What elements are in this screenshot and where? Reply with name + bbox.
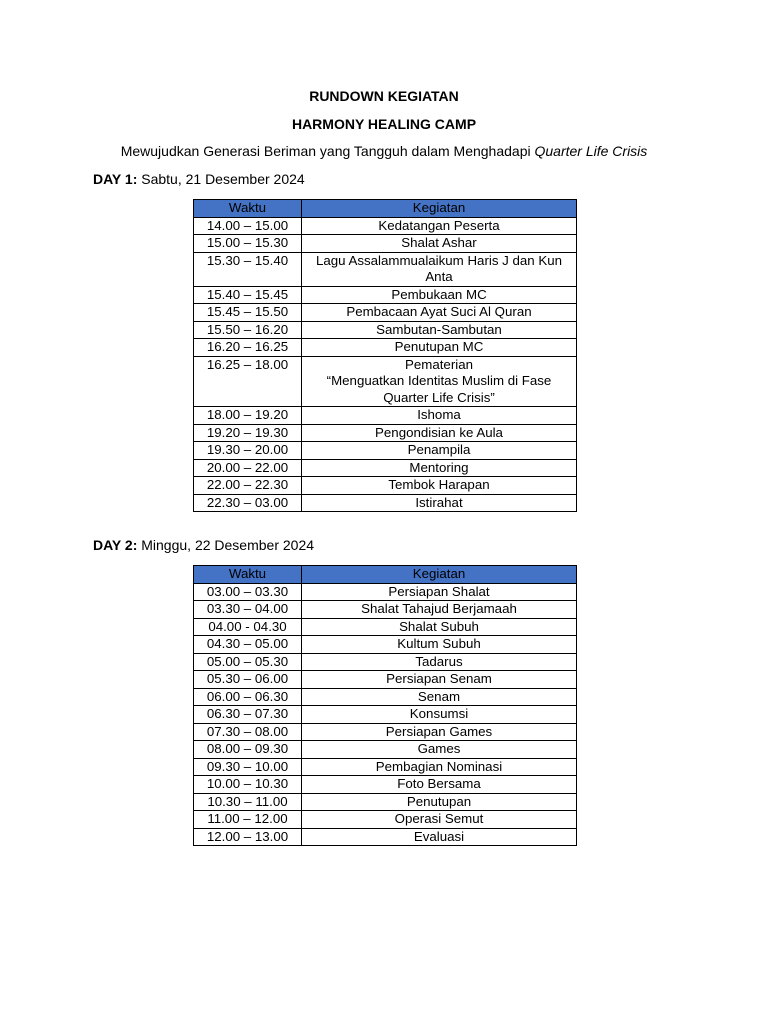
column-header-waktu: Waktu <box>194 566 302 584</box>
event-tagline <box>0 142 768 160</box>
time-cell: 12.00 – 13.00 <box>194 828 302 846</box>
activity-cell <box>302 793 577 811</box>
time-cell: 15.40 – 15.45 <box>194 286 302 304</box>
time-cell: 08.00 – 09.30 <box>194 741 302 759</box>
activity-text: Anta <box>425 269 453 284</box>
day2-date: Minggu, 22 Desember 2024 <box>137 537 315 553</box>
activity-text: “Menguatkan Identitas Muslim di Fase <box>326 373 552 388</box>
activity-text: Konsumsi <box>409 706 469 721</box>
activity-text: Shalat Tahajud Berjamaah <box>361 601 517 616</box>
day1-schedule-table <box>193 199 577 512</box>
table-row <box>194 671 577 689</box>
activity-text: Evaluasi <box>413 828 465 844</box>
table-row <box>194 494 577 512</box>
activity-cell <box>302 618 577 636</box>
tagline-text: Mewujudkan Generasi Beriman yang Tangguh dalam Menghadapi <box>120 143 535 159</box>
day1-heading <box>93 170 305 188</box>
table-row <box>194 217 577 235</box>
activity-text: Foto Bersama <box>397 776 481 791</box>
table-row <box>194 653 577 671</box>
activity-cell <box>302 339 577 357</box>
time-cell: 18.00 – 19.20 <box>194 407 302 425</box>
time-cell: 15.30 – 15.40 <box>194 252 302 286</box>
time-cell: 10.00 – 10.30 <box>194 776 302 794</box>
time-cell: 06.00 – 06.30 <box>194 688 302 706</box>
activity-cell <box>302 235 577 253</box>
table-row <box>194 688 577 706</box>
activity-cell <box>302 252 577 286</box>
activity-cell <box>302 688 577 706</box>
activity-cell <box>302 811 577 829</box>
table-row <box>194 477 577 495</box>
day1-date: Sabtu, 21 Desember 2024 <box>137 171 305 187</box>
activity-text: Pembagian Nominasi <box>375 758 503 774</box>
activity-cell <box>302 286 577 304</box>
activity-text: Persiapan Senam <box>386 671 492 686</box>
document-title: RUNDOWN KEGIATAN <box>309 88 459 104</box>
time-cell: 05.30 – 06.00 <box>194 671 302 689</box>
activity-cell <box>302 407 577 425</box>
table-row <box>194 339 577 357</box>
table-header-row <box>194 566 577 584</box>
time-cell: 07.30 – 08.00 <box>194 723 302 741</box>
table-row <box>194 286 577 304</box>
activity-cell <box>302 424 577 442</box>
column-header-waktu: Waktu <box>194 200 302 218</box>
time-cell: 20.00 – 22.00 <box>194 459 302 477</box>
activity-text: Lagu Assalammualaikum Haris J dan Kun <box>315 252 563 268</box>
activity-cell <box>302 671 577 689</box>
activity-cell <box>302 321 577 339</box>
table-row <box>194 811 577 829</box>
activity-text: Persiapan Games <box>385 723 493 739</box>
time-cell: 16.20 – 16.25 <box>194 339 302 357</box>
activity-text: Ishoma <box>417 407 461 422</box>
activity-cell <box>302 706 577 724</box>
activity-cell <box>302 776 577 794</box>
activity-cell <box>302 583 577 601</box>
activity-text: Penutupan <box>406 793 472 809</box>
time-cell: 16.25 – 18.00 <box>194 356 302 407</box>
activity-text: Penampila <box>407 442 471 457</box>
table-row <box>194 758 577 776</box>
activity-text: Istirahat <box>415 494 463 510</box>
time-cell: 15.50 – 16.20 <box>194 321 302 339</box>
time-cell: 04.00 - 04.30 <box>194 618 302 636</box>
day1-label: DAY 1: <box>93 171 138 187</box>
time-cell: 09.30 – 10.00 <box>194 758 302 776</box>
table-row <box>194 356 577 407</box>
table-row <box>194 828 577 846</box>
time-cell: 06.30 – 07.30 <box>194 706 302 724</box>
time-cell: 15.00 – 15.30 <box>194 235 302 253</box>
activity-text: Sambutan-Sambutan <box>376 321 502 337</box>
activity-text: Shalat Ashar <box>401 235 477 250</box>
time-cell: 11.00 – 12.00 <box>194 811 302 829</box>
day2-heading <box>93 536 314 554</box>
table-row <box>194 618 577 636</box>
table-header-row <box>194 200 577 218</box>
table-row <box>194 706 577 724</box>
activity-cell <box>302 601 577 619</box>
activity-text: Shalat Subuh <box>399 618 479 634</box>
activity-text: Kultum Subuh <box>397 636 481 651</box>
time-cell: 03.00 – 03.30 <box>194 583 302 601</box>
event-name: HARMONY HEALING CAMP <box>291 116 477 132</box>
table-row <box>194 407 577 425</box>
activity-text: Kedatangan Peserta <box>378 217 500 233</box>
activity-cell <box>302 442 577 460</box>
activity-text: Penutupan MC <box>394 339 484 354</box>
activity-text: Pembacaan Ayat Suci Al Quran <box>346 304 532 319</box>
activity-cell <box>302 477 577 495</box>
table-row <box>194 583 577 601</box>
activity-text: Pengondisian ke Aula <box>375 424 503 440</box>
activity-text: Games <box>417 741 461 756</box>
table-row <box>194 776 577 794</box>
table-row <box>194 235 577 253</box>
day2-label: DAY 2: <box>93 537 138 553</box>
time-cell: 04.30 – 05.00 <box>194 636 302 654</box>
activity-cell <box>302 217 577 235</box>
activity-text: Senam <box>417 688 461 704</box>
table-row <box>194 723 577 741</box>
activity-text: Persiapan Shalat <box>388 583 490 599</box>
column-header-kegiatan: Kegiatan <box>302 200 577 218</box>
table-row <box>194 601 577 619</box>
activity-text: Pembukaan MC <box>391 286 487 302</box>
time-cell: 22.00 – 22.30 <box>194 477 302 495</box>
time-cell: 22.30 – 03.00 <box>194 494 302 512</box>
time-cell: 05.00 – 05.30 <box>194 653 302 671</box>
time-cell: 15.45 – 15.50 <box>194 304 302 322</box>
activity-text: Quarter Life Crisis” <box>383 389 495 405</box>
table-row <box>194 741 577 759</box>
activity-text: Tadarus <box>415 653 463 669</box>
table-row <box>194 636 577 654</box>
time-cell: 19.30 – 20.00 <box>194 442 302 460</box>
column-header-kegiatan: Kegiatan <box>302 566 577 584</box>
activity-cell <box>302 356 577 407</box>
time-cell: 03.30 – 04.00 <box>194 601 302 619</box>
table-row <box>194 424 577 442</box>
activity-cell <box>302 723 577 741</box>
activity-cell <box>302 494 577 512</box>
table-row <box>194 442 577 460</box>
table-row <box>194 304 577 322</box>
activity-cell <box>302 741 577 759</box>
time-cell: 10.30 – 11.00 <box>194 793 302 811</box>
activity-text: Pematerian <box>405 356 473 372</box>
activity-cell <box>302 828 577 846</box>
table-row <box>194 321 577 339</box>
activity-cell <box>302 758 577 776</box>
activity-cell <box>302 653 577 671</box>
activity-text: Tembok Harapan <box>388 477 490 492</box>
table-row <box>194 793 577 811</box>
table-row <box>194 459 577 477</box>
activity-cell <box>302 636 577 654</box>
activity-text: Mentoring <box>409 459 469 475</box>
activity-cell <box>302 459 577 477</box>
time-cell: 14.00 – 15.00 <box>194 217 302 235</box>
time-cell: 19.20 – 19.30 <box>194 424 302 442</box>
activity-cell <box>302 304 577 322</box>
day2-schedule-table <box>193 565 577 846</box>
activity-text: Operasi Semut <box>394 811 484 826</box>
tagline-italic-text: Quarter Life Crisis <box>534 143 648 159</box>
table-row <box>194 252 577 286</box>
